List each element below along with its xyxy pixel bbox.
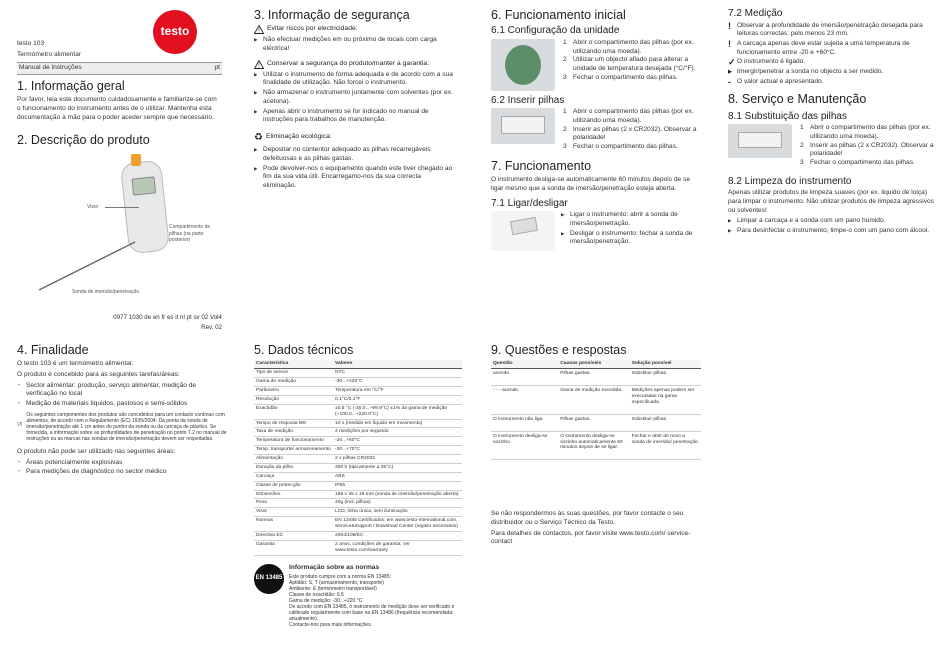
- norm-line: Ambiente: E (termómetro transportável): [289, 586, 377, 593]
- s82-title: 8.2 Limpeza do instrumento: [728, 175, 852, 187]
- svg-text:!: !: [258, 63, 260, 69]
- steps-unit: 1 Abrir o compartimento das pilhas (por ex. utilizando uma moeda). 2 Utilizar um objecto afiado para alterar a unidade de temperatura desejada (°C/°F). 3 Fechar o compartimento das pilhas.: [563, 38, 696, 81]
- s7-text: O instrumento desliga-se automaticamente 60 minutos depois de se ligar mesmo que a sonda de imersão/penetração esteja aberta.: [491, 176, 691, 192]
- list-eco: ▶ Depositar no contentor adequado as pilhas recarregáveis defeituosas e as pilhas gastas. ▶ Pode devolver-nos o equipamento quando este tiver chegado ao fim da sua vida útil. Encarregamo-nos da sua correcta eliminação.: [254, 146, 454, 191]
- en13485-badge: EN 13485: [254, 564, 284, 594]
- table-row: - - - acende. Gama de medição excedida. Medições apenas podem ser executadas na gama especificada.: [491, 386, 701, 415]
- tech-table: Característica Valores Tipo de sensor NTC Gama de medição -30...+220°C Parâmetro Temperatura em °C/°F Resolução 0.1°C/0.1°F Exactidão ±0.5 °C (-30.0...+99.9°C) ±1% da gama de medição (+100.0...+220.0°C) Tempo de resposta t99 10 s (medido em líquido em movimento) Taxa de medição 2 medições por segundo Temperatura de funcionamento -20...+60°C Temp. transporte/ armazenamento -30...+70°C Alimentação 2 x pilhas CR2032 Duração da pilha 300 h (tipicamente a 25°C) Carcaça ABS Classe de protecção IP55 Dimensões 189 x 35 x 19 mm (sonda de imersão/penetração aberta) Peso 40g (incl. pilhas) Visor LCD, linha única, sem iluminação Normas EN 13485 Certificados: em www.testo-international.com, Service&Support / Download Center (registo necessário) Directiva EC 2004/108/EC Garantia 2 anos, condições de garantia: ver www.testo.com/warranty: [254, 360, 462, 555]
- s61-title: 6.1 Configuração da unidade: [491, 25, 620, 37]
- s4-title: 4. Finalidade: [17, 343, 89, 357]
- norm-line: Este produto cumpre com a norma EN 13485:: [289, 574, 391, 581]
- table-row: Directiva EC 2004/108/EC: [254, 531, 462, 540]
- model-name: testo 103: [17, 40, 45, 47]
- panel-measure: [728, 8, 938, 308]
- norm-lines: [289, 574, 462, 628]
- s72-title: 7.2 Medição: [728, 8, 783, 19]
- s4-p3: O produto não pode ser utilizado nas seguintes áreas:: [17, 447, 176, 455]
- table-row: Garantia 2 anos, condições de garantia: ver www.testo.com/warranty: [254, 540, 462, 555]
- table-row: O instrumento desliga-se sozinho. O instrumento desliga-se sozinho automaticamente 60 minutos depois de se ligar. Fechar e abrir de novo a sonda de imersão/ penetração.: [491, 431, 701, 460]
- s81-title: 8.1 Substituição das pilhas: [728, 110, 847, 122]
- label-probe: Sonda de imersão/penetração.: [72, 288, 141, 295]
- battery-image: [491, 108, 555, 144]
- panel-faq: [491, 343, 701, 643]
- label-battery: Compartimento de pilhas (na parte posterior): [169, 223, 211, 244]
- product-illustration: [17, 150, 222, 300]
- warn-warranty: ! Conservar a segurança do produto/manter a garantia:: [254, 60, 454, 69]
- list-electric: ▶ Não efectuar medições em ou próximo de locais com carga eléctrica!: [254, 36, 454, 53]
- food-contact-icon: [17, 412, 22, 436]
- testo-logo: testo: [153, 10, 197, 54]
- list-measure: ! Observar a profundidade de imersão/penetração desejada para leituras correctas: pelo menos 23 mm. ! A carcaça apenas deve estar sujeita a uma temperatura de funcionamento entre -20 e +60°C. ✓ O instrumento é ligado. ▶ Imergir/penetrar a sonda no objecto a ser medido. - O valor actual é apresentado.: [728, 20, 923, 87]
- list-cleaning: ▶ Limpar a carcaça e a sonda com um pano húmido. ▶ Para desinfectar o instrumento, limpe-o com um pano com álcool.: [728, 217, 938, 235]
- s62-title: 6.2 Inserir pilhas: [491, 94, 565, 106]
- doc-number: 0977 1030 de en fr es it nl pt sv 02 Vol4: [113, 313, 222, 321]
- steps-battery: 1 Abrir o compartimento das pilhas (por ex. utilizando uma moeda). 2 Inserir as pilhas (2 x CR2032). Observar a polaridade! 3 Fechar o compartimento das pilhas.: [563, 108, 697, 151]
- panel-purpose: [17, 343, 227, 643]
- steps-replace: 1 Abrir o compartimento das pilhas (por ex. utilizando uma moeda). 2 Inserir as pilhas (2 x CR2032). Observar a polaridade! 3 Fechar o compartimento das pilhas.: [800, 124, 934, 167]
- table-row: Carcaça ABS: [254, 472, 462, 481]
- table-row: Duração da pilha 300 h (tipicamente a 25°C): [254, 463, 462, 472]
- recycle-icon: ♻: [254, 132, 263, 143]
- norm-line: Aptidão: S, T (armazenamento, transporte): [289, 580, 384, 587]
- manual-bar: Manual de instruções pt: [17, 62, 222, 75]
- table-row: acende. Pilhas gastas. Substituir pilhas.: [491, 369, 701, 386]
- table-row: Normas EN 13485 Certificados: em www.testo-international.com, Service&Support / Download Center (registo necessário): [254, 517, 462, 532]
- panel-general: [17, 10, 222, 340]
- s6-title: 6. Funcionamento inicial: [491, 8, 626, 22]
- table-row: Dimensões 189 x 35 x 19 mm (sonda de imersão/penetração aberta): [254, 490, 462, 499]
- norm-line: De acordo com EN 13485, o instrumento de medição deve ser verificado e calibrado regularmente com base na EN 13486 (frequência recomendada: anualmente).: [289, 604, 455, 623]
- on-off-image: [491, 211, 555, 251]
- s82-text: Apenas utilizar produtos de limpeza suaves (por ex. liquido de loiça) para limpar o instrumento. Não utilizar produtos de limpeza agressivos ou solventes!: [728, 189, 934, 214]
- table-row: Tipo de sensor NTC: [254, 369, 462, 378]
- table-row: Taxa de medição 2 medições por segundo: [254, 428, 462, 437]
- table-row: Exactidão ±0.5 °C (-30.0...+99.9°C) ±1% da gama de medição (+100.0...+220.0°C): [254, 404, 462, 419]
- faq-footer-1: Se não respondermos às suas questões, por favor contacte o seu distribuidor ou o Serviço Técnico da Testo.: [491, 510, 684, 526]
- s4-p2: O produto é concebido para as seguintes tarefas/áreas:: [17, 371, 180, 379]
- warning-icon: [254, 60, 264, 69]
- s1-title: 1. Informação geral: [17, 79, 125, 94]
- panel-startup: [491, 8, 701, 308]
- unit-setting-image: [491, 39, 555, 91]
- s3-title: 3. Informação de segurança: [254, 8, 410, 22]
- table-row: Peso 40g (incl. pilhas): [254, 499, 462, 508]
- table-row: Resolução 0.1°C/0.1°F: [254, 395, 462, 404]
- faq-table: Questão Causas possíveis Solução possível acende. Pilhas gastas. Substituir pilhas. - - - acende. Gama de medição excedida. Medições apenas podem ser executadas na gama especificada. O instrumento não liga. Pilhas gastas. Substituir pilhas. O instrumento desliga-se sozinho. O instrumento desliga-se sozinho automaticamente 60 minutos depois de se ligar. Fechar e abrir de novo a sonda de imersão/ penetração.: [491, 360, 701, 460]
- label-display: Visor: [87, 203, 99, 210]
- s71-title: 7.1 Ligar/desligar: [491, 197, 568, 209]
- faq-footer-2: Para detalhes de contactos, por favor visite www.testo.com/ service-contact: [491, 529, 691, 546]
- table-row: Gama de medição -30...+220°C: [254, 378, 462, 387]
- table-row: Parâmetro Temperatura em °C/°F: [254, 387, 462, 396]
- revision: Rev. 02: [201, 324, 222, 332]
- table-row: Tempo de resposta t99 10 s (medido em líquido em movimento): [254, 419, 462, 428]
- table-row: Temp. transporte/ armazenamento -30...+70°C: [254, 446, 462, 455]
- norm-title: Informação sobre as normas: [289, 563, 380, 571]
- food-contact-text: Os seguintes componentes dos produtos são concebidos para um contacto contínuo com alimentos, de acordo com o Regulamento (EC) 1935/2004: Da ponta da sonda de imersão/penetração até 1 cm antes do punho da sonda ou da carcaça de plástico. Se fornecida, a informação sobre as profundidades de penetração no ponto 7.2 no manual de instruções ou as marcas nas sondas de imersão/penetração devem ser respeitadas.: [26, 411, 227, 442]
- battery-replace-image: [728, 124, 792, 158]
- warning-icon: [254, 25, 264, 34]
- warn-electric: ! Evitar riscos por electricidade:: [254, 25, 454, 34]
- list-excluded: - Áreas potencialmente explosivas - Para medições de diagnóstico no sector médico: [17, 459, 227, 477]
- table-row: Temperatura de funcionamento -20...+60°C: [254, 437, 462, 446]
- table-row: Visor LCD, linha única, sem iluminação: [254, 508, 462, 517]
- s4-p1: O testo 103 é um termómetro alimentar.: [17, 360, 134, 368]
- eco-disposal: ♻ Eliminação ecológica:: [254, 132, 332, 143]
- table-row: Alimentação 2 x pilhas CR2032: [254, 455, 462, 464]
- s8-title: 8. Serviço e Manutenção: [728, 92, 867, 107]
- table-row: Classe de protecção IP55: [254, 481, 462, 490]
- norm-line: Contacte-nos para mais informações.: [289, 622, 373, 629]
- s5-title: 5. Dados técnicos: [254, 343, 354, 357]
- norm-line: Classe de exactidão: 0.5: [289, 592, 344, 599]
- list-onoff: ▶ Ligar o instrumento: abrir a sonda de imersão/penetração. ▶ Desligar o instrumento: fechar a sonda de imersão/penetração.: [561, 211, 701, 248]
- table-row: O instrumento não liga. Pilhas gastas. Substituir pilhas.: [491, 414, 701, 431]
- svg-text:!: !: [258, 28, 260, 35]
- s2-title: 2. Descrição do produto: [17, 132, 150, 147]
- panel-tech: [254, 343, 462, 643]
- panel-safety: [254, 8, 454, 308]
- s7-title: 7. Funcionamento: [491, 158, 592, 173]
- s9-title: 9. Questões e respostas: [491, 343, 627, 357]
- s1-text: Por favor, leia este documento cuidadosamente e familiarize-se com o funcionamento do instrumento antes de o utilizar. Mantenha esta documentação à mão para o poder aceder sempre que necessário.: [17, 96, 217, 121]
- list-warranty: ▶ Utilizar o instrumento de forma adequada e de acordo com a sua finalidade de utilização. Não forcei o instrumento. ▶ Não armazenar o instrumento juntamente com solventes (por ex. acetona). ▶ Apenas abrir o instrumento se for indicado no manual de instruções para trabalhos de manutenção.: [254, 71, 454, 125]
- list-purpose: - Sector alimentar: produção, serviço alimentar, medição de verificação no local - Medição de materiais líquidos, pastosos e semi-sólidos: [17, 382, 227, 409]
- model-subtitle: Termómetro alimentar: [17, 50, 82, 58]
- norm-line: Gama de medição: -30...+220 °C: [289, 598, 363, 605]
